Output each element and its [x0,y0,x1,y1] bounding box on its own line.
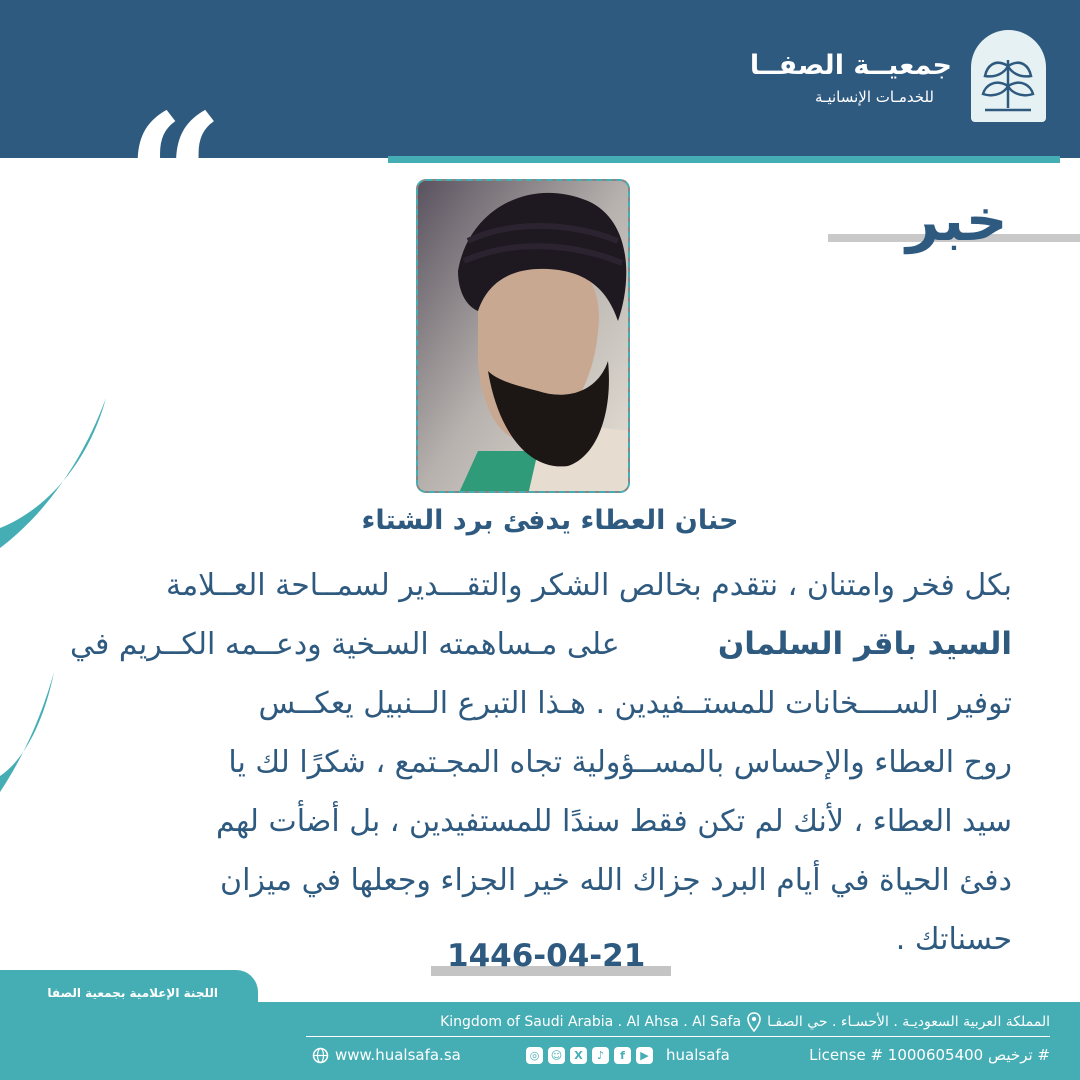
license-info [809,1046,1050,1064]
location-ar: المملكة العربية السعوديـة . الأحسـاء . حي الصفـا [767,1014,1050,1030]
license-label-ar: ترخيص # [988,1046,1050,1064]
footer-divider [306,1036,1050,1037]
youtube-icon[interactable]: ▶ [636,1047,653,1064]
body-line-3: توفير الســــخانات للمستــفيدين . هـذا التبرع الــنبيل يعكــس [258,686,1012,721]
tiktok-icon[interactable]: ♪ [592,1047,609,1064]
news-title: حنان العطاء يدفئ برد الشتاء [361,505,739,536]
body-line-5: سيد العطاء ، لأنك لم تكن فقط سندًا للمستفيدين ، بل أضأت لهم [216,804,1012,839]
license-number: License # 1000605400 [809,1046,984,1064]
quote-icon: “ [126,77,224,277]
website-url: www.hualsafa.sa [335,1046,461,1064]
body-line-4: روح العطاء والإحساس بالمســؤولية تجاه المجـتمع ، شكرًا لك يا [228,745,1012,780]
brand-tagline: للخدمـات الإنسانيـة [815,88,934,106]
social-handle: hualsafa [666,1046,730,1064]
facebook-icon[interactable]: f [614,1047,631,1064]
decorative-swoosh [0,398,110,548]
location-en: Kingdom of Saudi Arabia . Al Ahsa . Al Safa [440,1014,742,1030]
body-line-2-rest: على مـساهمته السـخية ودعــمه الكــريم في [70,627,620,662]
honoree-name: السيد باقر السلمان [717,626,1012,662]
header-accent-line [388,156,1060,163]
contact-row [312,1044,1050,1070]
address-row [440,1012,1050,1032]
body-line-6: دفئ الحياة في أيام البرد جزاك الله خير الجزاء وجعلها في ميزان [220,863,1012,898]
portrait-illustration [418,181,630,493]
social-links [526,1046,730,1064]
website-link[interactable] [312,1046,461,1064]
body-line-7: حسناتك . [895,922,1012,957]
body-line-1: بكل فخر وامتنان ، نتقدم بخالص الشكر والتقـــدير لسمــاحة العــلامة [166,568,1012,603]
logo-emblem [971,30,1046,122]
footer [0,1002,1080,1080]
globe-icon [312,1047,329,1064]
portrait-photo [416,179,630,493]
location-pin-icon [747,1012,761,1032]
news-body [70,556,1012,969]
hijri-date: 1446-04-21 [447,938,646,974]
x-icon[interactable]: X [570,1047,587,1064]
brand-name: جمعيــة الصفــا [749,50,952,81]
instagram-icon[interactable]: ◎ [526,1047,543,1064]
committee-label: اللجنة الإعلامية بجمعية الصفا [47,986,218,1000]
decorative-swoosh-small [0,672,56,792]
body-line-2 [70,615,1012,674]
snapchat-icon[interactable]: ☺ [548,1047,565,1064]
news-badge: خبر [906,186,1008,254]
leaf-logo-icon [971,30,1046,122]
